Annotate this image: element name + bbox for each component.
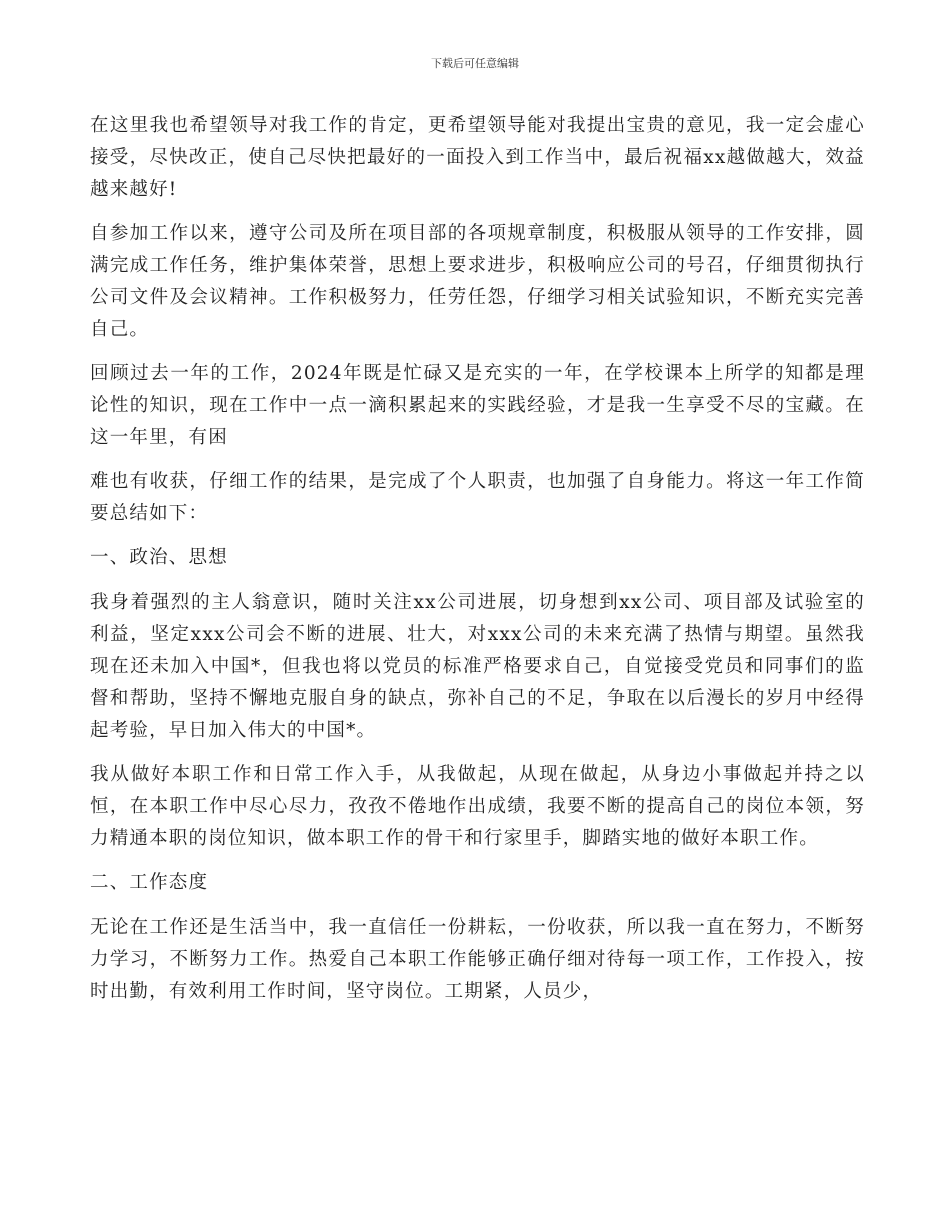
paragraph-summary-intro: 难也有收获，仔细工作的结果，是完成了个人职责，也加强了自身能力。将这一年工作简要总结如下： [90, 471, 865, 524]
paragraph-year-review: 回顾过去一年的工作，2024年既是忙碌又是充实的一年，在学校课本上所学的知都是理论性的知识，现在工作中一点一滴积累起来的实践经验，才是我一生享受不尽的宝藏。在这一年里，有困 [90, 363, 865, 448]
paragraph-closing-wishes: 在这里我也希望领导对我工作的肯定，更希望领导能对我提出宝贵的意见，我一定会虚心接受，尽快改正，使自己尽快把最好的一面投入到工作当中，最后祝福xx越做越大，效益越来越好! [90, 115, 865, 200]
section-heading-politics: 一、政治、思想 [90, 547, 228, 568]
paragraph-duty: 我从做好本职工作和日常工作入手，从我做起，从现在做起，从身边小事做起并持之以恒，在本职工作中尽心尽力，孜孜不倦地作出成绩，我要不断的提高自己的岗位本领，努力精通本职的岗位知识，做本职工作的骨干和行家里手，脚踏实地的做好本职工作。 [90, 764, 865, 849]
section-heading-attitude: 二、工作态度 [90, 872, 209, 893]
document-body [90, 110, 865, 1020]
paragraph-attitude: 无论在工作还是生活当中，我一直信任一份耕耘，一份收获，所以我一直在努力，不断努力学习，不断努力工作。热爱自己本职工作能够正确仔细对待每一项工作，工作投入，按时出勤，有效利用工作时间，坚守岗位。工期紧，人员少， [90, 917, 865, 1002]
paragraph-work-conduct: 自参加工作以来，遵守公司及所在项目部的各项规章制度，积极服从领导的工作安排，圆满完成工作任务，维护集体荣誉，思想上要求进步，积极响应公司的号召，仔细贯彻执行公司文件及会议精神。工作积极努力，任劳任怨，仔细学习相关试验知识，不断充实完善自己。 [90, 223, 865, 340]
page-header: 下载后可任意编辑 [431, 57, 519, 70]
paragraph-ownership: 我身着强烈的主人翁意识，随时关注xx公司进展，切身想到xx公司、项目部及试验室的利益，坚定xxx公司会不断的进展、壮大，对xxx公司的未来充满了热情与期望。虽然我现在还未加入中国*，但我也将以党员的标准严格要求自己，自觉接受党员和同事们的监督和帮助，坚持不懈地克服自身的缺点，弥补自己的不足，争取在以后漫长的岁月中经得起考验，早日加入伟大的中国*。 [90, 592, 865, 741]
